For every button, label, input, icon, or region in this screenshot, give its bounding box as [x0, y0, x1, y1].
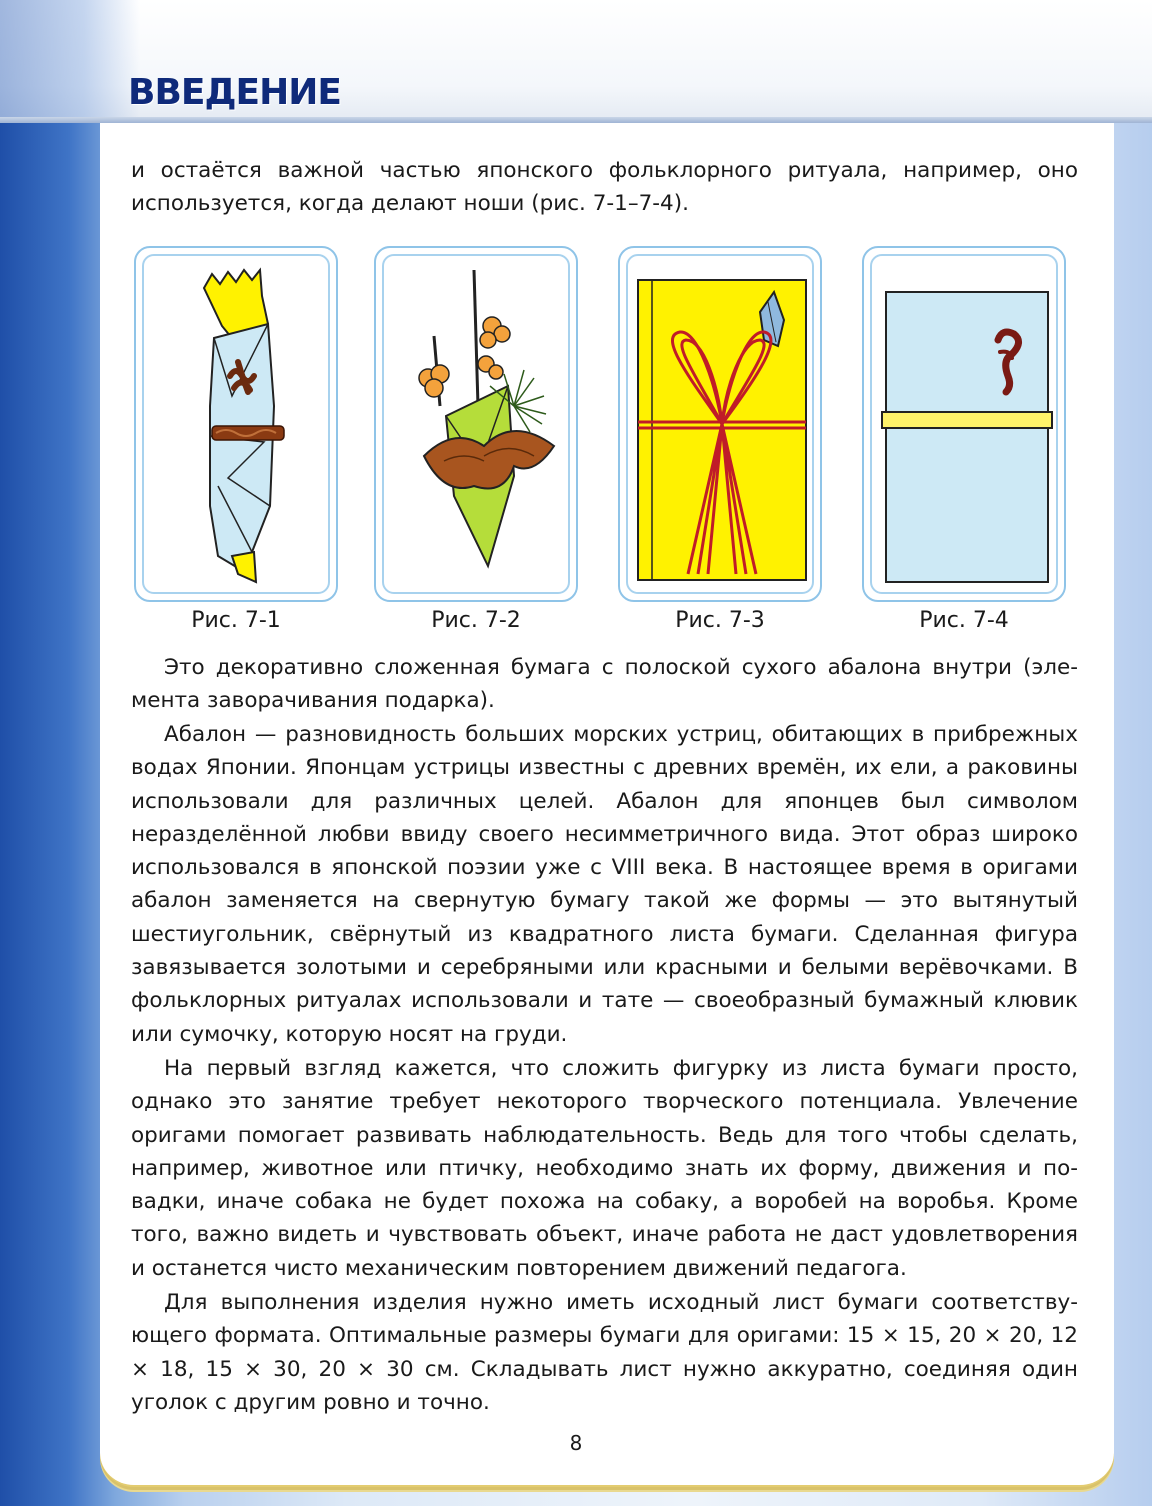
figure-7-4-frame	[870, 254, 1058, 594]
body-paragraph-2: Абалон — разновидность больших морских устриц, обитающих в прибрежных водах Японии. Японцам устрицы известны с древних времён, их ели, а раковины использовали для различных целей. Абалон для японцев был символом неразделённой любви ввиду своего несимметричного вида. Этот образ широко использовался в японской поэзии уже с VIII века. В настоящее время в оригами абалон заменяется на свернутую бумагу такой же формы — это вытянутый шестиугольник, свёрнутый из квадратного листа бумаги. Сделанная фигура завязывается золотыми и серебряными или красными и белыми верёвочками. В фольклорных ритуалах использовали и тате — своеобразный бумажный клювик или сумочку, которую носят на груди.	[131, 722, 1078, 1047]
figure-7-3	[618, 246, 822, 602]
body-paragraph-4: Для выполнения изделия нужно иметь исходный лист бумаги соответствующего формата. Оптимальные размеры бумаги для оригами: 15 × 15, 20 × 20, 12 × 18, 15 × 30, 20 × 30 см. Складывать лист нужно аккуратно, соединяя один уголок с другим ровно и точно.	[131, 1290, 1078, 1415]
figure-7-1	[134, 246, 338, 602]
figure-7-2-caption: Рис. 7-2	[431, 608, 521, 633]
noshi-fold-illustration	[144, 256, 330, 594]
figure-7-4	[862, 246, 1066, 602]
body-paragraph-3: На первый взгляд кажется, что сложить фигурку из листа бумаги просто, однако это занятие требует некоторого творческого потенциала. Увлечение оригами помогает развивать наблюдательность. Ведь для того чтобы сделать, например, животное или птичку, необходимо знать их форму, движения и повадки, иначе собака не будет похожа на собаку, а воробей на воробья. Кроме того, важно видеть и чувствовать объект, иначе работа не даст удовлетворения и останется чисто механическим повторением движений педагога.	[131, 1056, 1078, 1281]
figure-7-2-frame	[382, 254, 570, 594]
body-paragraph-1: Это декоративно сложенная бумага с полоской сухого абалона внутри (элемента заворачивания подарка).	[131, 655, 1078, 714]
envelope-bow-illustration	[628, 256, 814, 594]
intro-paragraph: и остаётся важной частью японского фольклорного ритуала, например, оно используется, когда делают ноши (рис. 7-1–7-4).	[131, 158, 1078, 217]
page-title: ВВЕДЕНИЕ	[128, 72, 341, 113]
figure-7-1-frame	[142, 254, 330, 594]
figure-7-2	[374, 246, 578, 602]
plain-noshi-envelope-illustration	[872, 256, 1058, 594]
page-number: 8	[569, 1431, 583, 1455]
figure-7-3-frame	[626, 254, 814, 594]
figure-7-4-caption: Рис. 7-4	[919, 608, 1009, 633]
figure-7-3-caption: Рис. 7-3	[675, 608, 765, 633]
figure-7-1-caption: Рис. 7-1	[191, 608, 281, 633]
flower-noshi-illustration	[384, 256, 570, 594]
